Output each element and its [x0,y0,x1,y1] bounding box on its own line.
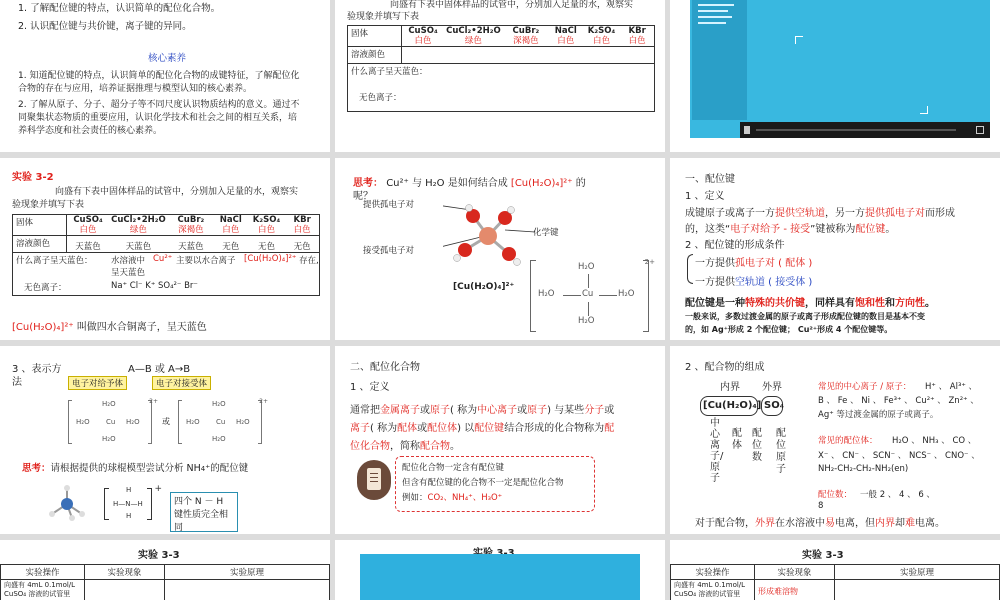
note-2: 的，如 Ag⁺形成 2 个配位键； Cu²⁺形成 4 个配位键等。 [685,325,893,334]
corner-mark-br [920,106,928,114]
result-3: 无色 [222,242,240,252]
core-title: 核心素养 [148,53,187,64]
experiment-table [347,25,655,112]
subheading-definition: 1 、定义 [350,382,390,393]
result-2: 天蓝色 [178,242,204,252]
label-chem-bond: 化学键 [533,228,559,238]
result-0: 天蓝色 [75,242,101,252]
note-line-2: 但含有配位键的化合物不一定是配位化合物 [402,478,564,488]
slide-9-thumbnail[interactable] [670,346,1000,534]
complex-formula: [Cu(H₂O)₄]²⁺ [453,282,515,292]
vlabel-coord-number: 配位数 [752,428,762,463]
definition-line-1: 成键原子或离子一方提供空轨道，另一方提供孤电子对而形成 [685,208,955,219]
header-solid: 固体 [13,215,67,236]
progress-track[interactable] [756,129,956,131]
col-4: K₂SO₄ 白色 [252,215,281,235]
play-icon[interactable] [744,126,750,134]
section-heading: 一、配位键 [685,174,735,185]
header-solid: 固体 [348,26,402,47]
label-outer: 外界 [762,382,782,393]
condition-2: 一方提供空轨道 ( 接受体 ) [695,277,813,288]
slide-8-thumbnail[interactable] [335,346,665,534]
coord-number-value: 一般 2 、 4 、 6 、 [860,490,935,500]
definition-line-2: 离子( 称为配体或配位体) 以配位键结合形成的化合物称为配 [350,423,615,434]
center-ions-value-3: Ag⁺ 等过渡金属的原子或离子。 [818,410,939,420]
clipboard-icon [357,460,391,500]
condition-1: 一方提供孤电子对 ( 配体 ) [695,258,813,269]
center-ions-value-2: B 、 Fe 、 Ni 、 Fe³⁺ 、 Cu²⁺ 、 Zn²⁺ 、 [818,396,979,406]
slide-11-thumbnail[interactable] [335,540,665,600]
notation: A—B 或 A→B [128,364,191,375]
ammonium-note-box: 四个 N － H 键性质完全相 同 [170,492,238,532]
ligands-value-3: NH₂-CH₂-CH₂-NH₂(en) [818,464,909,474]
slide-7-thumbnail[interactable] [0,346,330,534]
result-1: 天蓝色 [125,242,152,252]
col-5: KBr 白色 [293,215,311,235]
footer-statement: 对于配合物，外界在水溶液中易电离，但内界却难电离。 [695,518,945,529]
question: 思考：请根据提供的球棍模型尝试分析 NH4⁺的配位键 [22,463,249,474]
row-blue-ions: 什么离子呈天蓝色： [351,67,428,77]
col-2: CuBr₂ 深褐色 [177,215,205,235]
col-3: NaCl 白色 [219,215,242,235]
summary-line: [Cu(H₂O)₄]²⁺ 叫做四水合铜离子，呈天蓝色 [12,322,207,333]
core-2c: 养科学态度和社会责任的核心素养。 [18,126,163,136]
counter-ion: SO₄ [764,400,785,411]
label-accept-pair: 接受孤电子对 [363,246,415,256]
col-0: CuSO₄ 白色 [73,215,103,235]
question-cont: 呢？ [353,191,373,202]
core-2b: 同聚集状态物质的重要应用，认识化学技术和社会之间的相互关系，培 [18,113,298,123]
video-player[interactable] [360,554,640,600]
col-3: NaCl 白色 [554,26,577,46]
section-heading-cont: 法 [12,377,22,388]
section-heading: 2 、配合物的组成 [685,362,765,373]
or-label: 或 [162,417,170,426]
row-colorless-ions: 无色离子： [24,283,67,293]
structure-diagram: 2+ H₂O H₂O Cu H₂O H₂O [530,258,655,338]
section-heading: 二、配位化合物 [350,362,420,373]
experiment-table [670,564,1000,600]
coord-number-value-2: 8 [818,501,824,511]
core-1: 1. 知道配位键的特点，认识简单的配位化合物的成键特征，了解配位化 [18,71,300,81]
slide-5-thumbnail[interactable] [335,158,665,340]
subheading-conditions: 2 、配位键的形成条件 [685,240,785,251]
slide-3-thumbnail[interactable] [670,0,1000,152]
result-4: 无色 [257,242,275,252]
core-1b: 合物的存在与应用，培养证据推理与模型认知的核心素养。 [18,84,253,94]
col-2: CuBr₂ 深褐色 [512,26,540,46]
slide-title: 实验 3-2 [12,172,54,183]
header-operation: 实验操作 [671,565,755,580]
ion-analysis: 什么离子呈天蓝色： 水溶液中 Cu²⁺ 主要以水合离子 [Cu(H₂O)₄]²⁺ 存在, 呈天蓝色 无色离子： Na⁺ Cl⁻ K⁺ SO₄²⁻ Br⁻ [16,254,319,293]
center-ions-label: 常见的中心离子 / 原子： [818,382,912,392]
vlabel-coord-atom: 配位原子 [776,428,786,475]
ligands-value-2: X⁻ 、 CN⁻ 、 SCN⁻ 、 NCS⁻ 、 CNO⁻ 、 [818,451,980,461]
row-color: 溶液颜色 [13,236,67,253]
definition-line-2: 的，这类“电子对给予 - 接受”键被称为配位键。 [685,224,896,235]
note-box [395,456,595,512]
header-phenomenon: 实验现象 [85,565,165,580]
vlabel-center: 中心离子/原子 [710,418,724,484]
col-1: CuCl₂•2H₂O 绿色 [111,215,166,235]
vlabel-ligand: 配体 [732,428,742,451]
video-player[interactable] [690,0,990,138]
coord-number-label: 配位数： [818,490,853,500]
corner-mark-tl [795,36,803,44]
video-menu-panel [692,0,747,120]
fullscreen-icon[interactable] [976,126,984,134]
ball-stick-model-icon [443,198,543,278]
ligands-label: 常见的配位体： [818,436,878,446]
slide-title: 实验 3-3 [138,550,180,561]
col-4: K₂SO₄ 白色 [587,26,616,46]
tag-acceptor: 电子对接受体 [152,376,211,390]
experiment-table [12,214,320,296]
note-1: 一般来说，多数过渡金属的原子或离子形成配位键的数目是基本不变 [685,312,925,321]
header-operation: 实验操作 [1,565,85,580]
col-0: CuSO₄ 白色 [408,26,438,46]
colorless-ions-value: Na⁺ Cl⁻ K⁺ SO₄²⁻ Br⁻ [111,281,198,291]
definition-line-1: 通常把金属离子或原子( 称为中心离子或原子) 与某些分子或 [350,405,615,416]
slide-6-thumbnail[interactable] [670,158,1000,340]
col-1: CuCl₂•2H₂O 绿色 [446,26,501,46]
brace [687,254,693,284]
header-phenomenon: 实验现象 [755,565,835,580]
center-ions-value: H⁺ 、 Al³⁺ 、 [925,382,978,392]
label-lone-pair: 提供孤电子对 [363,200,415,210]
slide-1-thumbnail[interactable] [0,0,330,152]
label-inner: 内界 [720,382,740,393]
row-color: 溶液颜色 [348,47,402,64]
section-heading: 3 、表示方 [12,364,62,375]
note-line-1: 配位化合物一定含有配位键 [402,463,505,473]
complex-formula: [Cu(H₂O)₄] [703,400,762,411]
slide-12-thumbnail[interactable] [670,540,1000,600]
question: 思考： Cu²⁺ 与 H₂O 是如何结合成 [Cu(H₂O)₄]²⁺ 的 [353,178,586,189]
intro: 向盛有下表中固体样品的试管中，分别加入足量的水，观察实 [390,0,634,10]
slide-10-thumbnail[interactable] [0,540,330,600]
ammonium-model-icon [42,484,92,524]
phenomenon-cell: 形成难溶物 [755,580,835,600]
header-principle: 实验原理 [835,565,1000,580]
result-5: 无色 [293,242,311,252]
slide-4-thumbnail[interactable] [0,158,330,340]
header-principle: 实验原理 [165,565,330,580]
result-row [67,236,319,252]
row-blue-ions: 什么离子呈天蓝色： [16,256,93,266]
slide-2-thumbnail[interactable] [335,0,665,152]
video-controls-bar[interactable] [740,122,990,138]
ligands-value: H₂O 、 NH₃ 、 CO 、 [892,436,977,446]
solid-columns [67,215,319,235]
intro: 向盛有下表中固体样品的试管中，分别加入足量的水，观察实 [55,187,299,197]
tag-donor: 电子对给予体 [68,376,127,390]
operation-cell: 向盛有 4mL 0.1mol/L CuSO₄ 溶液的试管里 [671,580,755,600]
goal-1: 1. 了解配位键的特点，认识简单的配位化合物。 [18,3,221,14]
ammonium-structure: H H—N—H H + [104,488,166,522]
goal-2: 2. 认识配位键与共价键，离子键的异同。 [18,21,192,32]
note-line-3: 例如：CO₂、NH₄⁺、H₃O⁺ [402,493,503,503]
experiment-table [0,564,330,600]
structure-arrow-form: 2+ H₂O H₂O Cu H₂O H₂O [68,398,158,446]
solid-columns [402,26,654,46]
col-5: KBr 白色 [628,26,646,46]
key-statement: 配位键是一种特殊的共价键，同样具有饱和性和方向性。 [685,298,935,309]
core-2: 2. 了解从原子、分子、超分子等不同尺度认识物质结构的意义。通过不 [18,100,300,110]
operation-cell: 向盛有 4mL 0.1mol/L CuSO₄ 溶液的试管里 [1,580,85,600]
definition-line-3: 位化合物，简称配合物。 [350,441,460,452]
row-colorless-ions: 无色离子： [359,93,402,103]
intro-2: 验现象并填写下表 [347,12,420,22]
subheading-definition: 1 、定义 [685,191,725,202]
structure-line-form: 2+ H₂O H₂O Cu H₂O H₂O [178,398,268,446]
slide-title: 实验 3-3 [802,550,844,561]
intro-2: 验现象并填写下表 [12,200,85,210]
